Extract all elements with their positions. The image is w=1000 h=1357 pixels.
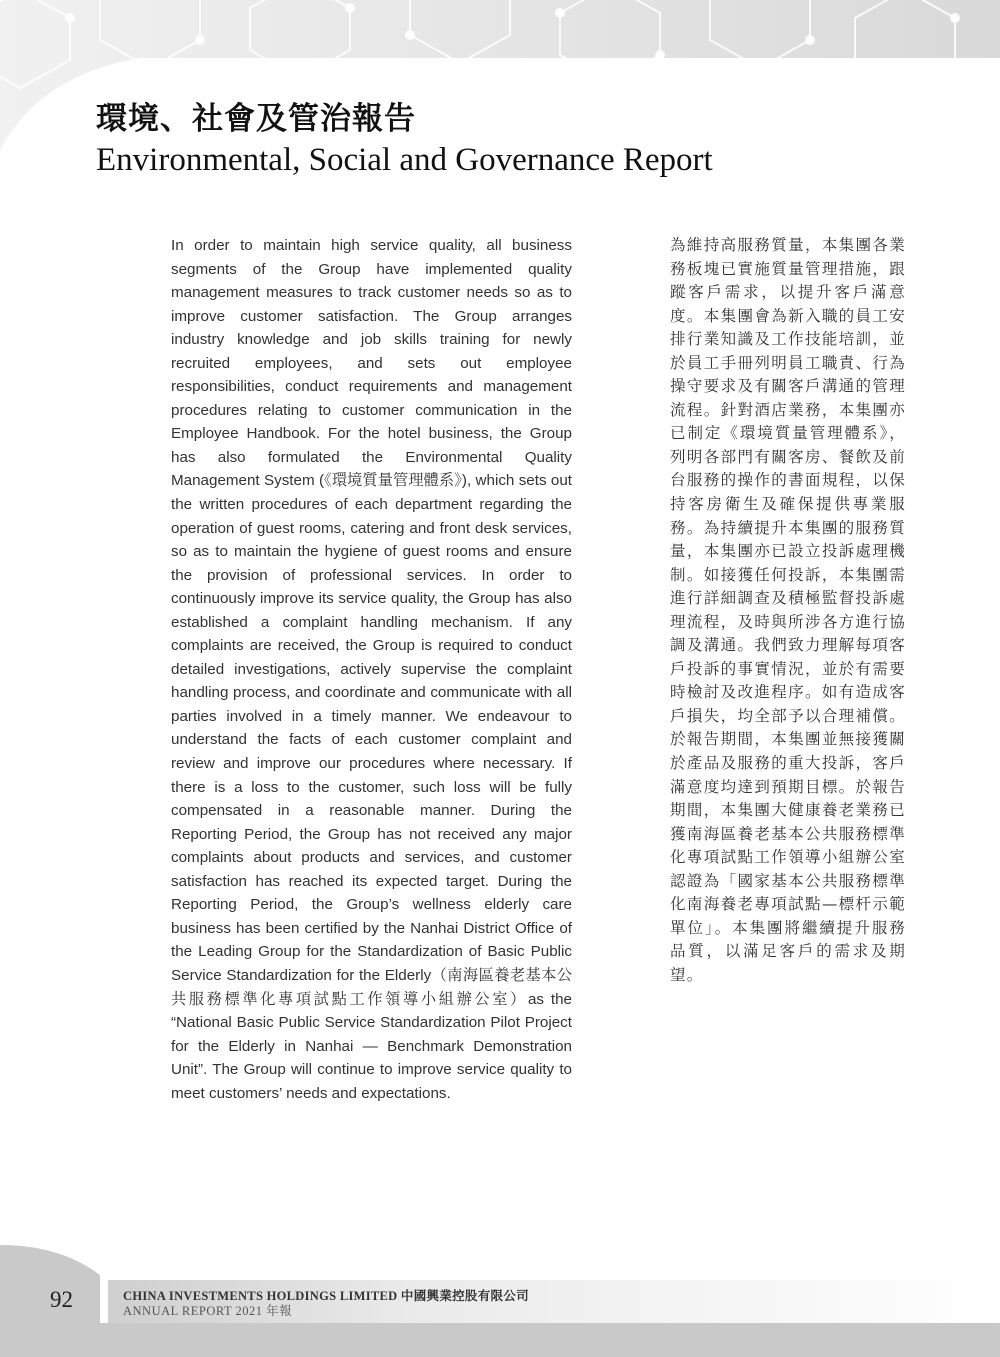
page-title-english: Environmental, Social and Governance Report (96, 142, 713, 178)
footer-company-name: CHINA INVESTMENTS HOLDINGS LIMITED 中國興業控股有限公司 (123, 1289, 529, 1303)
footer-report-title: ANNUAL REPORT 2021 年報 (123, 1304, 293, 1318)
page-title-chinese: 環境、社會及管治報告 (96, 101, 416, 137)
body-text-english: In order to maintain high service quality, all business segments of the Group have implemented quality management measures to track customer needs so as to improve customer satisfaction. The Group arranges industry knowledge and job skills training for newly recruited employees, and sets out employee responsibilities, conduct requirements and management procedures relating to customer communication in the Employee Handbook. For the hotel business, the Group has also formulated the Environmental Quality Management System (《環境質量管理體系》), which sets out the written procedures of each department regarding the operation of guest rooms, catering and front desk services, so as to maintain the hygiene of guest rooms and ensure the provision of professional services. In order to continuously improve its service quality, the Group has also established a complaint handling mechanism. If any complaints are received, the Group is required to conduct detailed investigations, actively supervise the complaint handling process, and coordinate and communicate with all parties involved in a timely manner. We endeavour to understand the facts of each customer complaint and review and improve our procedures where necessary. If there is a loss to the customer, such loss will be fully compensated in a reasonable manner. During the Reporting Period, the Group has not received any major complaints about products and services, and customer satisfaction has reached its expected target. During the Reporting Period, the Group’s wellness elderly care business has been certified by the Nanhai District Office of the Leading Group for the Standardization of Basic Public Service Standardization for the Elderly（南海區養老基本公共服務標準化專項試點工作領導小組辦公室）as the “National Basic Public Service Standardization Pilot Project for the Elderly in Nanhai — Benchmark Demonstration Unit”. The Group will continue to improve service quality to meet customers’ needs and expectations. (171, 237, 572, 1102)
body-text-chinese: 為維持高服務質量，本集團各業務板塊已實施質量管理措施，跟蹤客戶需求，以提升客戶滿意度。本集團會為新入職的員工安排行業知識及工作技能培訓，並於員工手冊列明員工職責、行為操守要求及有關客戶溝通的管理流程。針對酒店業務，本集團亦已制定《環境質量管理體系》，列明各部門有關客房、餐飲及前台服務的操作的書面規程，以保持客房衛生及確保提供專業服務。為持續提升本集團的服務質量，本集團亦已設立投訴處理機制。如接獲任何投訴，本集團需進行詳細調查及積極監督投訴處理流程，及時與所涉各方進行協調及溝通。我們致力理解每項客戶投訴的事實情況，並於有需要時檢討及改進程序。如有造成客戶損失，均全部予以合理補償。於報告期間，本集團並無接獲關於產品及服務的重大投訴，客戶滿意度均達到預期目標。於報告期間，本集團大健康養老業務已獲南海區養老基本公共服務標準化專項試點工作領導小組辦公室認證為「國家基本公共服務標準化南海養老專項試點—標杆示範單位」。本集團將繼續提升服務品質，以滿足客戶的需求及期望。 (670, 236, 906, 984)
page-number: 92 (50, 1287, 73, 1312)
